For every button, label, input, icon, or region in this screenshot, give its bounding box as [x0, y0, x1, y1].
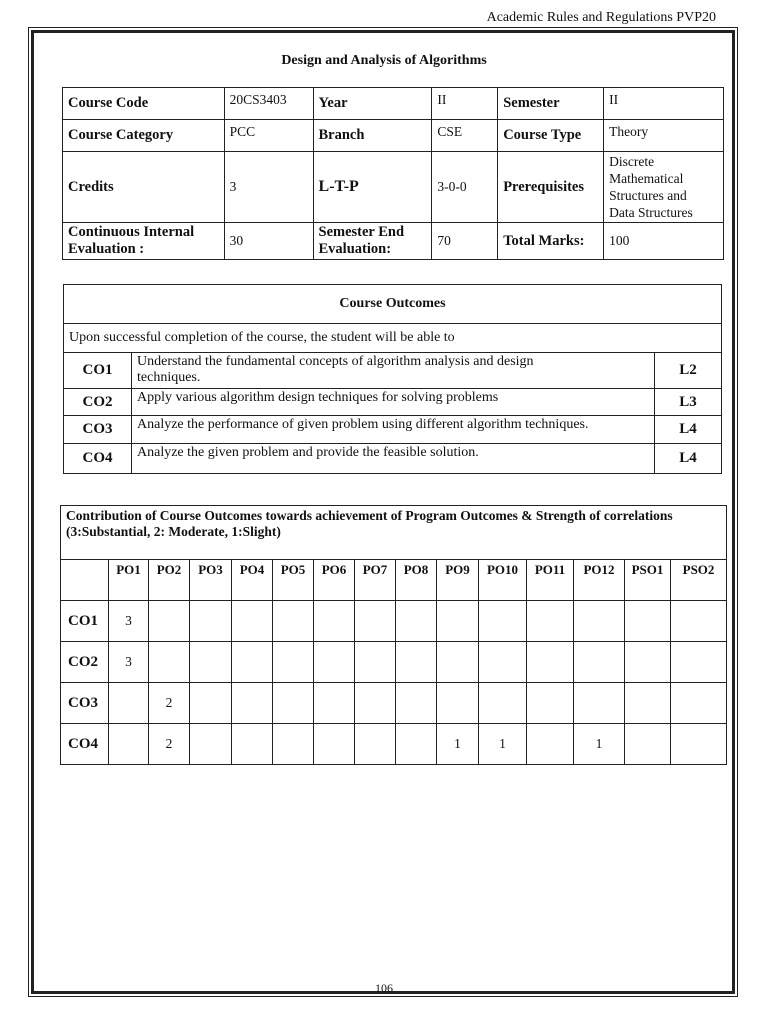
- mapping-cell: [149, 642, 190, 683]
- running-header: Academic Rules and Regulations PVP20: [486, 10, 716, 25]
- total-marks-label: Total Marks:: [498, 223, 604, 260]
- outcome-row: [64, 416, 722, 444]
- cie-label-line: Evaluation :: [68, 241, 145, 257]
- mapping-cell: [232, 683, 273, 724]
- outcome-code: CO1: [64, 353, 132, 389]
- mapping-column-header: PO12: [574, 560, 625, 601]
- mapping-cell: [479, 601, 527, 642]
- mapping-row-label: CO4: [61, 724, 109, 765]
- course-type-label: Course Type: [498, 120, 604, 152]
- mapping-cell: [190, 601, 232, 642]
- cie-value: 30: [224, 223, 313, 260]
- outcome-line: techniques.: [137, 370, 201, 385]
- mapping-cell: [574, 683, 625, 724]
- outcome-row: [64, 389, 722, 416]
- mapping-column-header: PO10: [479, 560, 527, 601]
- mapping-cell: [232, 724, 273, 765]
- credits-value: 3: [224, 152, 313, 223]
- outcome-level: L2: [655, 353, 722, 389]
- mapping-cell: [625, 724, 671, 765]
- mapping-cell: [527, 724, 574, 765]
- outcomes-intro: Upon successful completion of the course, the student will be able to: [64, 324, 722, 353]
- mapping-column-header: PO4: [232, 560, 273, 601]
- mapping-cell: 3: [109, 642, 149, 683]
- mapping-cell: [273, 642, 314, 683]
- mapping-cell: [396, 601, 437, 642]
- page-number: 106: [375, 981, 393, 995]
- prerequisite-line: Mathematical: [609, 171, 684, 186]
- outcome-line: Analyze the given problem and provide the feasible solution.: [137, 445, 479, 460]
- mapping-column-header: PO3: [190, 560, 232, 601]
- mapping-cell: 3: [109, 601, 149, 642]
- mapping-column-header: PO5: [273, 560, 314, 601]
- mapping-caption: [61, 506, 727, 560]
- info-row: [63, 120, 724, 152]
- outcome-description: [132, 389, 655, 416]
- outcomes-heading-row: [64, 285, 722, 324]
- mapping-cell: [396, 724, 437, 765]
- branch-label: Branch: [313, 120, 432, 152]
- semester-label: Semester: [498, 88, 604, 120]
- mapping-caption-row: [61, 506, 727, 560]
- mapping-row-label: CO1: [61, 601, 109, 642]
- mapping-cell: 1: [479, 724, 527, 765]
- outcome-level: L3: [655, 389, 722, 416]
- mapping-column-header: PO11: [527, 560, 574, 601]
- category-label: Course Category: [63, 120, 225, 152]
- see-value: 70: [432, 223, 498, 260]
- mapping-column-header: PSO2: [671, 560, 727, 601]
- course-info-table: [62, 87, 724, 260]
- co-po-mapping-table: [60, 505, 727, 765]
- mapping-cell: 1: [437, 724, 479, 765]
- course-code-value: 20CS3403: [224, 88, 313, 120]
- mapping-cell: [671, 642, 727, 683]
- mapping-cell: [479, 642, 527, 683]
- mapping-cell: [396, 642, 437, 683]
- course-title: Design and Analysis of Algorithms: [281, 53, 487, 68]
- mapping-column-header: PO7: [355, 560, 396, 601]
- mapping-cell: [625, 642, 671, 683]
- mapping-cell: [232, 601, 273, 642]
- mapping-cell: 2: [149, 724, 190, 765]
- mapping-cell: [625, 683, 671, 724]
- outcome-row: [64, 353, 722, 389]
- see-label: [313, 223, 432, 260]
- prerequisite-line: Discrete: [609, 154, 655, 169]
- mapping-cell: [149, 601, 190, 642]
- outcome-level: L4: [655, 444, 722, 474]
- mapping-header-row: [61, 560, 727, 601]
- mapping-cell: 2: [149, 683, 190, 724]
- mapping-cell: [574, 642, 625, 683]
- mapping-cell: [314, 683, 355, 724]
- prerequisites-value: [604, 152, 724, 223]
- mapping-cell: [625, 601, 671, 642]
- mapping-cell: [671, 601, 727, 642]
- outcome-line: Apply various algorithm design techniques for solving problems: [137, 390, 499, 405]
- mapping-column-header: PSO1: [625, 560, 671, 601]
- outcome-description: [132, 353, 655, 389]
- mapping-cell: [109, 724, 149, 765]
- prerequisites-label: Prerequisites: [498, 152, 604, 223]
- mapping-cell: [109, 683, 149, 724]
- see-label-line: Evaluation:: [318, 241, 392, 257]
- outcomes-heading: Course Outcomes: [64, 285, 722, 324]
- semester-value: II: [604, 88, 724, 120]
- prerequisite-line: Structures and: [609, 188, 687, 203]
- mapping-cell: [671, 724, 727, 765]
- branch-value: CSE: [432, 120, 498, 152]
- outcomes-intro-row: [64, 324, 722, 353]
- course-type-value: Theory: [604, 120, 724, 152]
- outcome-line: Understand the fundamental concepts of algorithm analysis and design: [137, 354, 534, 369]
- mapping-row: [61, 724, 727, 765]
- mapping-cell: [232, 642, 273, 683]
- category-value: PCC: [224, 120, 313, 152]
- mapping-cell: [355, 642, 396, 683]
- ltp-label: L-T-P: [313, 152, 432, 223]
- outcome-level: L4: [655, 416, 722, 444]
- mapping-cell: [355, 683, 396, 724]
- mapping-cell: [314, 601, 355, 642]
- mapping-cell: [527, 601, 574, 642]
- mapping-row: [61, 642, 727, 683]
- mapping-cell: [574, 601, 625, 642]
- mapping-cell: [314, 642, 355, 683]
- mapping-cell: [671, 683, 727, 724]
- mapping-cell: [437, 683, 479, 724]
- see-label-line: Semester End: [318, 224, 405, 240]
- info-row: [63, 88, 724, 120]
- mapping-column-header: PO6: [314, 560, 355, 601]
- mapping-cell: [273, 683, 314, 724]
- year-value: II: [432, 88, 498, 120]
- total-marks-value: 100: [604, 223, 724, 260]
- mapping-row: [61, 601, 727, 642]
- mapping-row-label: CO2: [61, 642, 109, 683]
- outcome-code: CO2: [64, 389, 132, 416]
- mapping-cell: [479, 683, 527, 724]
- mapping-cell: [355, 601, 396, 642]
- outcome-code: CO3: [64, 416, 132, 444]
- mapping-cell: [355, 724, 396, 765]
- mapping-row: [61, 683, 727, 724]
- mapping-cell: [273, 724, 314, 765]
- course-code-label: Course Code: [63, 88, 225, 120]
- year-label: Year: [313, 88, 432, 120]
- mapping-column-header: PO1: [109, 560, 149, 601]
- mapping-cell: [527, 642, 574, 683]
- cie-label: [63, 223, 225, 260]
- mapping-caption-line: Contribution of Course Outcomes towards achievement of Program Outcomes & Strength of correlations: [66, 508, 673, 523]
- info-row: [63, 223, 724, 260]
- prerequisite-line: Data Structures: [609, 205, 693, 220]
- mapping-column-header: PO9: [437, 560, 479, 601]
- mapping-column-header: PO2: [149, 560, 190, 601]
- mapping-cell: [396, 683, 437, 724]
- mapping-cell: [527, 683, 574, 724]
- mapping-cell: [314, 724, 355, 765]
- course-outcomes-table: [63, 284, 722, 474]
- mapping-row-label: CO3: [61, 683, 109, 724]
- mapping-cell: [437, 642, 479, 683]
- mapping-cell: [437, 601, 479, 642]
- mapping-cell: [190, 642, 232, 683]
- outcome-row: [64, 444, 722, 474]
- mapping-body: [61, 601, 727, 765]
- mapping-cell: [190, 683, 232, 724]
- outcome-description: [132, 416, 655, 444]
- mapping-column-header: PO8: [396, 560, 437, 601]
- mapping-cell: [190, 724, 232, 765]
- mapping-cell: [273, 601, 314, 642]
- outcome-description: [132, 444, 655, 474]
- cie-label-line: Continuous Internal: [68, 224, 195, 240]
- ltp-value: 3-0-0: [432, 152, 498, 223]
- credits-label: Credits: [63, 152, 225, 223]
- info-row: [63, 152, 724, 223]
- mapping-corner-cell: [61, 560, 109, 601]
- mapping-caption-line: (3:Substantial, 2: Moderate, 1:Slight): [66, 524, 281, 539]
- mapping-cell: 1: [574, 724, 625, 765]
- outcome-code: CO4: [64, 444, 132, 474]
- outcome-line: Analyze the performance of given problem using different algorithm techniques.: [137, 417, 589, 432]
